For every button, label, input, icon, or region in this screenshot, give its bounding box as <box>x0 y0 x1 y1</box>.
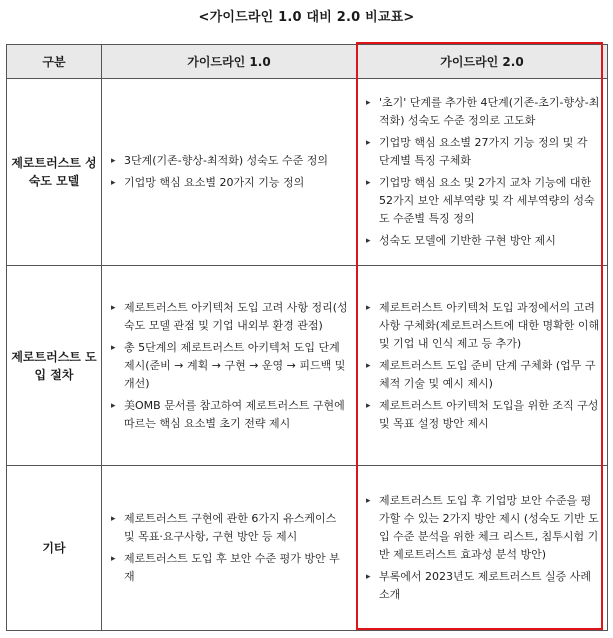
list-item: ▸ 제로트러스트 아키텍처 도입 고려 사항 정리(성숙도 모델 관점 및 기업 내외부 환경 관점) <box>110 299 350 335</box>
list-item: ▸ 제로트러스트 도입 준비 단계 구체화 (업무 구체적 기술 및 예시 제시) <box>365 357 601 393</box>
v2-cell <box>357 466 608 631</box>
list-item: ▸ 부록에서 2023년도 제로트러스트 실증 사례 소개 <box>365 568 601 604</box>
category-cell: 제로트러스트 성숙도 모델 <box>7 79 102 266</box>
comparison-table <box>6 44 608 631</box>
list-item: ▸ 성숙도 모델에 기반한 구현 방안 제시 <box>365 232 601 250</box>
document-title: <가이드라인 1.0 대비 2.0 비교표> <box>198 10 415 25</box>
list-item: ▸ 기업망 핵심 요소 및 2가지 교차 기능에 대한 52가지 보안 세부역량 및 각 세부역량의 성숙도 수준별 특징 정의 <box>365 174 601 228</box>
table-row <box>7 79 608 266</box>
table-row <box>7 266 608 466</box>
v1-cell <box>102 466 357 631</box>
list-item: ▸ 3단계(기존-향상-최적화) 성숙도 수준 정의 <box>110 152 350 170</box>
v2-cell <box>357 266 608 466</box>
list-item: ▸ 제로트러스트 도입 후 보안 수준 평가 방안 부재 <box>110 550 350 586</box>
header-v2: 가이드라인 2.0 <box>357 45 608 79</box>
v2-cell <box>357 79 608 266</box>
list-item: ▸ 기업망 핵심 요소별 27가지 기능 정의 및 각 단계별 특징 구체화 <box>365 134 601 170</box>
table-header-row <box>7 45 608 79</box>
list-item: ▸ '초기' 단계를 추가한 4단계(기존-초기-향상-최적화) 성숙도 수준 정의로 고도화 <box>365 94 601 130</box>
list-item: ▸ 제로트러스트 아키텍처 도입을 위한 조직 구성 및 목표 설정 방안 제시 <box>365 397 601 433</box>
category-cell: 기타 <box>7 466 102 631</box>
list-item: ▸ 기업망 핵심 요소별 20가지 기능 정의 <box>110 174 350 192</box>
list-item: ▸ 제로트러스트 아키텍처 도입 과정에서의 고려사항 구체화(제로트러스트에 대한 명확한 이해 및 기업 내 인식 제고 등 추가) <box>365 299 601 353</box>
v1-cell <box>102 266 357 466</box>
list-item: ▸ 美OMB 문서를 참고하여 제로트러스트 구현에 따르는 핵심 요소별 초기 전략 제시 <box>110 397 350 433</box>
header-category: 구분 <box>7 45 102 79</box>
list-item: ▸ 제로트러스트 도입 후 기업망 보안 수준을 평가할 수 있는 2가지 방안 제시 (성숙도 기반 도입 수준 분석을 위한 체크 리스트, 침투시험 기반 제로트러스트 효과성 분석 방안) <box>365 492 601 564</box>
category-cell: 제로트러스트 도입 절차 <box>7 266 102 466</box>
table-row <box>7 466 608 631</box>
v1-cell <box>102 79 357 266</box>
header-v1: 가이드라인 1.0 <box>102 45 357 79</box>
list-item: ▸ 제로트러스트 구현에 관한 6가지 유스케이스 및 목표·요구사항, 구현 방안 등 제시 <box>110 510 350 546</box>
list-item: ▸ 총 5단계의 제로트러스트 아키텍처 도입 단계 제시(준비 → 계획 → 구현 → 운영 → 피드백 및 개선) <box>110 339 350 393</box>
